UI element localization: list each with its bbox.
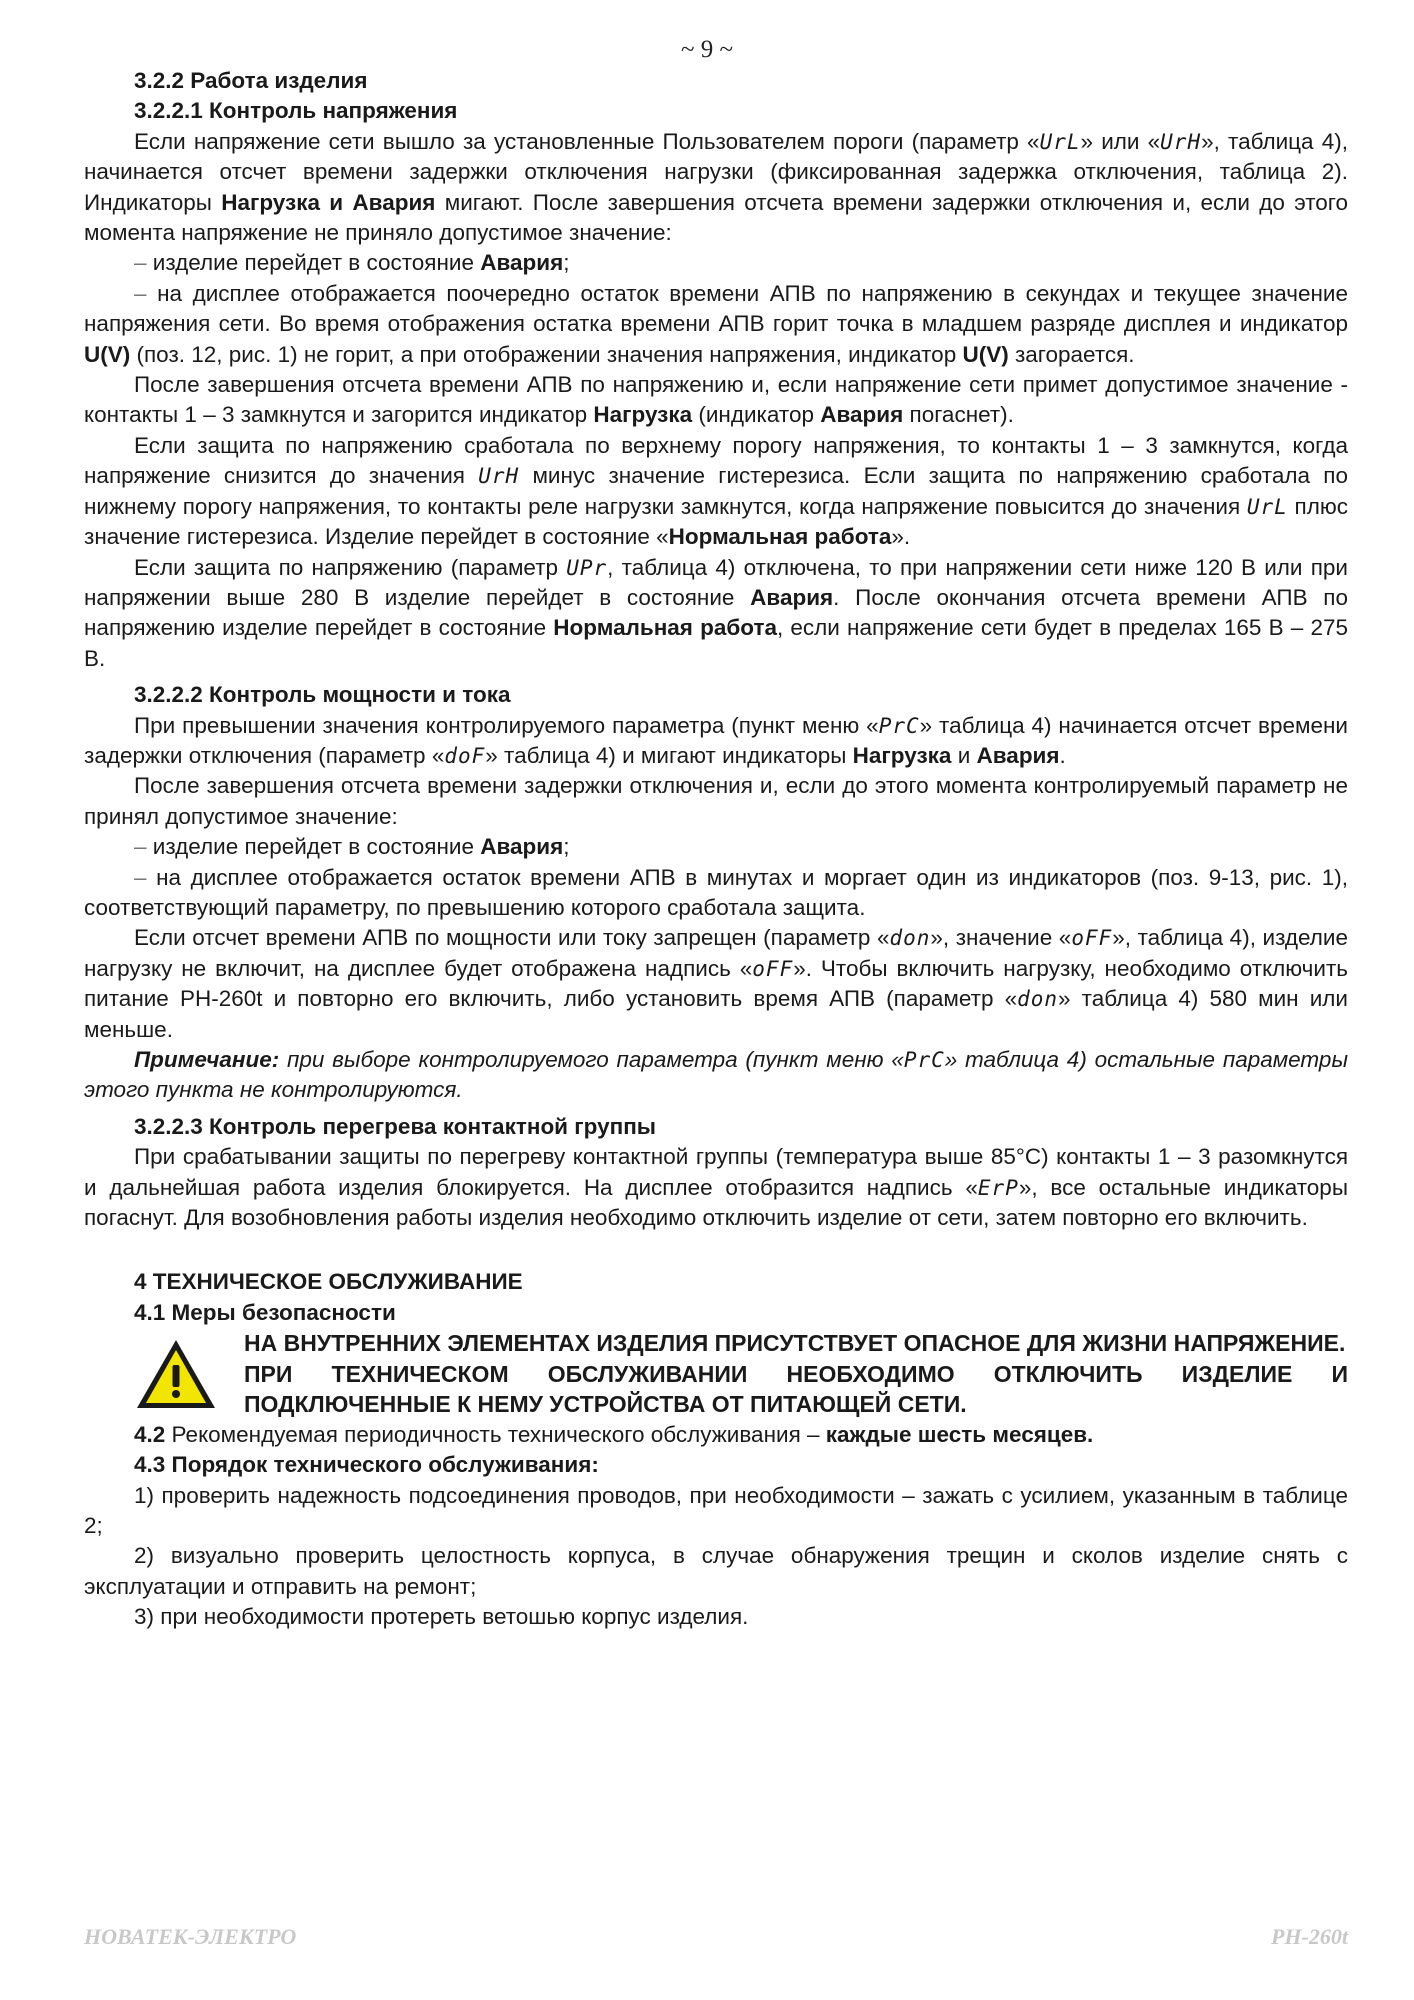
list-item: – изделие перейдет в состояние Авария; bbox=[84, 832, 1348, 862]
paragraph: После завершения отсчета времени АПВ по напряжению и, если напряжение сети примет допустимое значение - контакты 1 – 3 замкнутся и загорится индикатор Нагрузка (индикатор Авария погаснет). bbox=[84, 372, 1348, 428]
safety-warning bbox=[134, 1328, 1348, 1420]
display-code: UPr bbox=[566, 555, 608, 580]
display-code: UrL bbox=[1039, 129, 1081, 154]
display-code: oFF bbox=[1071, 926, 1113, 951]
display-code: oFF bbox=[752, 956, 794, 981]
paragraph: Если отсчет времени АПВ по мощности или току запрещен (параметр «don», значение «oFF», таблица 4), изделие нагрузку не включит, на дисплее будет отображена надпись «oFF». Чтобы включить нагрузку, необходимо отключить питание РН-260t и повторно его включить, либо установить время АПВ (параметр «don» таблица 4) 580 мин или меньше. bbox=[84, 925, 1349, 1042]
subsection-title: 4.3 Порядок технического обслуживания: bbox=[134, 1452, 599, 1478]
display-code: ErP bbox=[977, 1175, 1019, 1200]
list-item: 1) проверить надежность подсоединения проводов, при необходимости – зажать с усилием, указанным в таблице 2; bbox=[84, 1482, 1348, 1538]
paragraph: Если напряжение сети вышло за установленные Пользователем пороги (параметр «UrL» или «UrH», таблица 4), начинается отсчет времени задержки отключения нагрузки (фиксированная задержка отключения, таблица 2). Индикаторы Нагрузка и Авария мигают. После завершения отсчета времени задержки отключения и, если до этого момента напряжение не приняло допустимое значение: bbox=[84, 128, 1349, 246]
display-code: doF bbox=[444, 743, 486, 768]
display-code: don bbox=[889, 926, 931, 951]
document-body bbox=[84, 66, 1348, 1633]
display-code: PrC bbox=[878, 713, 920, 738]
display-code: UrL bbox=[1246, 494, 1288, 519]
list-item: – изделие перейдет в состояние Авария; bbox=[84, 248, 1348, 278]
subsection-title: 3.2.2.2 Контроль мощности и тока bbox=[134, 682, 511, 708]
note: Примечание: при выборе контролируемого параметра (пункт меню «PrC» таблица 4) остальные параметры этого пункта не контролируются. bbox=[84, 1047, 1348, 1103]
list-item: – на дисплее отображается остаток времени АПВ в минутах и моргает один из индикаторов (поз. 9-13, рис. 1), соответствующий параметру, по превышению которого сработала защита. bbox=[84, 863, 1348, 924]
section-title: 3.2.2 Работа изделия bbox=[134, 68, 368, 93]
display-code: PrC bbox=[903, 1048, 945, 1072]
section-title: 4 ТЕХНИЧЕСКОЕ ОБСЛУЖИВАНИЕ bbox=[134, 1269, 523, 1295]
list-item: 2) визуально проверить целостность корпуса, в случае обнаружения трещин и сколов изделие снять с эксплуатации и отправить на ремонт; bbox=[84, 1543, 1348, 1599]
paragraph: При срабатывании защиты по перегреву контактной группы (температура выше 85°С) контакты 1 – 3 разомкнутся и дальнейшая работа изделия блокируется. На дисплее отобразится надпись «ErP», все остальные индикаторы погаснут. Для возобновления работы изделия необходимо отключить изделие от сети, затем повторно его включить. bbox=[84, 1144, 1348, 1231]
paragraph: Если защита по напряжению сработала по верхнему порогу напряжения, то контакты 1 – 3 замкнутся, когда напряжение снизится до значения UrH минус значение гистерезиса. Если защита по напряжению сработала по нижнему порогу напряжения, то контакты реле нагрузки замкнутся, когда напряжение повысится до значения UrL плюс значение гистерезиса. Изделие перейдет в состояние «Нормальная работа». bbox=[84, 432, 1348, 550]
subsection-title: 3.2.2.3 Контроль перегрева контактной группы bbox=[134, 1113, 656, 1139]
subsection-title: 4.1 Меры безопасности bbox=[134, 1299, 396, 1325]
footer-company: НОВАТЕК-ЭЛЕКТРО bbox=[84, 1924, 297, 1949]
paragraph: После завершения отсчета времени задержки отключения и, если до этого момента контролируемый параметр не принял допустимое значение: bbox=[84, 773, 1348, 829]
paragraph: 4.2 Рекомендуемая периодичность технического обслуживания – каждые шесть месяцев. bbox=[134, 1421, 1094, 1447]
page-number: ~ 9 ~ bbox=[680, 36, 734, 63]
warning-text: НА ВНУТРЕННИХ ЭЛЕМЕНТАХ ИЗДЕЛИЯ ПРИСУТСТВУЕТ ОПАСНОЕ ДЛЯ ЖИЗНИ НАПРЯЖЕНИЕ. bbox=[244, 1330, 1346, 1357]
footer-model: РН-260t bbox=[1271, 1924, 1348, 1949]
warning-triangle-icon bbox=[134, 1337, 218, 1411]
warning-text: ПРИ ТЕХНИЧЕСКОМ ОБСЛУЖИВАНИИ НЕОБХОДИМО ОТКЛЮЧИТЬ ИЗДЕЛИЕ И ПОДКЛЮЧЕННЫЕ К НЕМУ УСТРОЙСТВА ОТ ПИТАЮЩЕЙ СЕТИ. bbox=[244, 1360, 1348, 1418]
list-item: – на дисплее отображается поочередно остаток времени АПВ по напряжению в секундах и текущее значение напряжения сети. Во время отображения остатка времени АПВ горит точка в младшем разряде дисплея и индикатор U(V) (поз. 12, рис. 1) не горит, а при отображении значения напряжения, индикатор U(V) загорается. bbox=[84, 279, 1348, 370]
display-code: UrH bbox=[478, 464, 520, 489]
paragraph: При превышении значения контролируемого параметра (пункт меню «PrC» таблица 4) начинается отсчет времени задержки отключения (параметр «doF» таблица 4) и мигают индикаторы Нагрузка и Авария. bbox=[84, 712, 1348, 768]
paragraph: Если защита по напряжению (параметр UPr, таблица 4) отключена, то при напряжении сети ниже 120 В или при напряжении выше 280 В изделие перейдет в состояние Авария. После окончания отсчета времени АПВ по напряжению изделие перейдет в состояние Нормальная работа, если напряжение сети будет в пределах 165 В – 275 В. bbox=[84, 554, 1348, 671]
display-code: UrH bbox=[1160, 129, 1202, 154]
display-code: don bbox=[1017, 987, 1059, 1012]
list-item: 3) при необходимости протереть ветошью корпус изделия. bbox=[134, 1604, 749, 1630]
subsection-title: 3.2.2.1 Контроль напряжения bbox=[134, 98, 458, 124]
